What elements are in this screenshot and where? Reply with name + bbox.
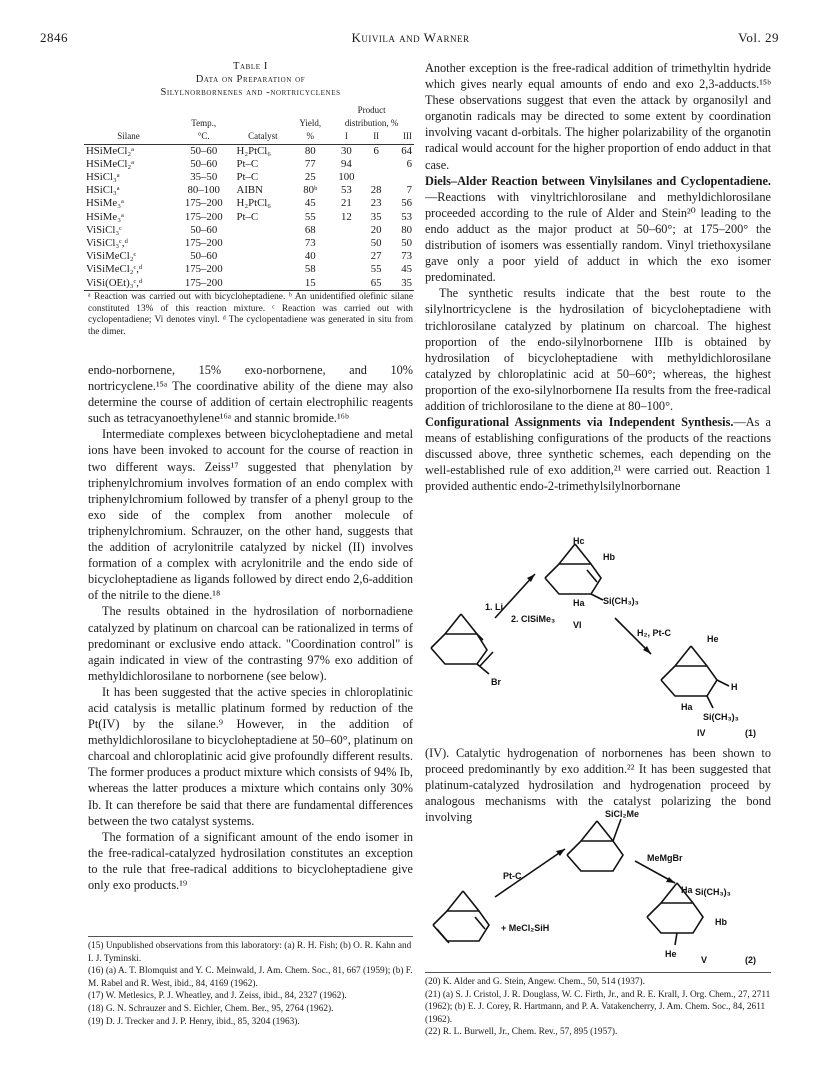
cell-silane: ViSiMeCl₂ᶜ [86, 250, 137, 263]
cell-cat: Pt–C [236, 210, 259, 223]
cell-iii: 45 [401, 263, 412, 276]
cell-i: 21 [341, 197, 352, 210]
paragraph: endo-norbornene, 15% exo-norbornene, and 10% nortricyclene.¹⁵ᵃ The coordinative ability of the diene may also determine the course of addition of certain electrophilic reagents such as tetracyanoethylene¹⁶ᵃ and stannic bromide.¹⁶ᵇ [88, 363, 413, 426]
paragraph: (IV). Catalytic hydrogenation of norbornenes has been shown to proceed predominantly by exo addition.²² It has been suggested that platinum-catalyzed hydrosilation and hydrogenation proceed by analogous mechanisms with the catalyst polarizing the bond involving [425, 746, 771, 825]
label-br: Br [491, 677, 502, 687]
norbornadiene-structure [433, 891, 489, 943]
cell-cat [235, 263, 292, 276]
cell-yield: 55 [304, 210, 316, 223]
cell-silane: HSiMeCl₂ᵃ [86, 144, 135, 157]
equation-number-1: (1) [745, 728, 756, 738]
cell-temp: 175–200 [184, 237, 223, 250]
left-column [88, 362, 413, 893]
paragraph: The synthetic results indicate that the best route to the silylnortricyclene is the hydrosilation of bicycloheptadiene with trichlorosilane catalyzed by platinum on charcoal. The highest proportion of the endo-silylnorbornene IIIb is obtained by hydrosilation of bicycloheptadiene with methyldichlorosilane catalyzed by chloroplatinic acid at 50–60°; whereas, the highest proportion of the exo-silylnorbornene IIa results from the free-radical addition of trichlorosilane to the diene at 80–100°. [425, 286, 771, 413]
silylnorbornane-structure [567, 819, 623, 871]
cell-ii: 20 [370, 223, 382, 236]
cell-temp: 50–60 [190, 144, 218, 157]
left-references [88, 940, 413, 1028]
reference: (22) R. L. Burwell, Jr., Chem. Rev., 57, 895 (1957). [425, 1027, 618, 1038]
reaction-scheme-2 [425, 805, 771, 970]
right-column-top [425, 60, 771, 495]
reagent-2: 2. ClSiMe₃ [511, 614, 556, 624]
cell-temp: 175–200 [184, 276, 223, 289]
label-he: He [707, 634, 719, 644]
label-ha: Ha [573, 598, 585, 608]
reference: (20) K. Alder and G. Stein, Angew. Chem., 50, 514 (1937). [425, 977, 645, 987]
cell-yield: 40 [304, 250, 316, 263]
label-sime3: Si(CH₃)₃ [603, 596, 639, 606]
reaction-scheme-1 [425, 530, 771, 780]
table-subtitle-1: Data on Preparation of [195, 74, 306, 85]
cell-silane: ViSiCl₃ᶜ [86, 223, 122, 236]
paragraph: —As a means of establishing configurations of the products of the reactions discussed above, three synthetic schemes, each depending on the well-established rule of exo addition,²¹ were carried out. Reaction 1 provided authentic endo-2-trimethylsilylnorbornane [425, 415, 771, 494]
section-heading: Diels–Alder Reaction between Vinylsilanes and Cyclopentadiene. [425, 173, 771, 188]
col-iii: III [403, 131, 412, 142]
label-ha-iv: Ha [681, 702, 693, 712]
table-subtitle-2: Silylnorbornenes and -nortricyclenes [160, 87, 341, 98]
reference: (15) Unpublished observations from this laboratory: (a) R. H. Fish; (b) O. R. Kahn and I. J. Tyminski. [88, 941, 412, 964]
cell-silane: HSiCl₃ᵃ [86, 171, 120, 184]
table-caption [88, 60, 413, 99]
table-title: Table I [232, 61, 268, 72]
cell-i: 100 [338, 171, 355, 184]
cell-cat: H₂PtCl₆ [236, 197, 272, 210]
cell-silane: HSiMe₃ᵃ [86, 197, 124, 210]
table-footnote: ᵃ Reaction was carried out with bicycloheptadiene. ᵇ An unidentified olefinic silane constituted 13% of this reaction mixture. ᶜ Reaction was carried out with cyclopentadiene; Vi denotes vinyl. ᵈ The cyclopentadiene was generated in situ from the dimer. [88, 292, 413, 337]
label-ha-v: Ha [681, 885, 693, 895]
cell-i: 94 [341, 157, 352, 170]
reagent-1: 1. Li [485, 602, 504, 612]
col-ii: II [373, 131, 380, 142]
volume-label: Vol. 29 [738, 30, 779, 45]
cell-ii: 50 [370, 237, 382, 250]
cell-i: 30 [341, 144, 352, 157]
table-row [84, 263, 414, 276]
cell-temp: 175–200 [184, 210, 223, 223]
cell-yield: 77 [304, 157, 316, 170]
head-yield: Yield, [299, 118, 322, 129]
table-row [84, 211, 414, 224]
label-h: H [731, 682, 738, 692]
label-v: V [701, 955, 708, 965]
cell-i: 12 [341, 210, 352, 223]
table-bottom-rule [84, 290, 414, 291]
cell-silane: HSiMeCl₂ᵃ [86, 157, 135, 170]
head-temp: Temp., [191, 118, 217, 129]
left-footnote-rule [88, 936, 413, 937]
table-row [84, 145, 414, 158]
cell-temp: 50–60 [190, 250, 218, 263]
cell-temp: 175–200 [184, 197, 223, 210]
paragraph: The results obtained in the hydrosilation of norbornadiene catalyzed by platinum on charcoal can be rationalized in terms of predominant or exclusive endo attack. "Coordination control" is again indicated in view of the contrasting 97% exo addition of methyldichlorosilane to norbornene (see below). [88, 604, 413, 683]
cell-temp: 80–100 [187, 184, 220, 197]
cell-yield: 25 [304, 171, 316, 184]
equation-number-2: (2) [745, 955, 756, 965]
cell-cat [235, 237, 292, 250]
cell-temp: 50–60 [190, 223, 218, 236]
cell-temp: 35–50 [190, 171, 218, 184]
cell-iii: 6 [406, 157, 412, 170]
cell-silane: ViSi(OEt)₃ᶜ,ᵈ [86, 276, 143, 289]
compound-iv-structure [661, 646, 729, 708]
table-row [84, 250, 414, 263]
cell-iii: 53 [401, 210, 412, 223]
plus-reagent: + MeCl₂SiH [501, 923, 550, 933]
cell-iii [389, 171, 414, 184]
cell-ii: 23 [370, 197, 382, 210]
cell-ii: 28 [370, 184, 382, 197]
cell-cat: Pt–C [236, 171, 259, 184]
cell-yield: 58 [304, 263, 316, 276]
cell-ii: 55 [370, 263, 382, 276]
cell-silane: ViSiCl₃ᶜ,ᵈ [86, 237, 128, 250]
cell-yield: 80ᵇ [303, 184, 318, 197]
table-row [84, 224, 414, 237]
label-sicl2me: SiCl₂Me [605, 809, 640, 819]
cell-yield: 73 [304, 237, 316, 250]
cell-iii: 56 [401, 197, 412, 210]
reference: (21) (a) S. J. Cristol, J. R. Douglass, W. C. Firth, Jr., and R. E. Krall, J. Org. Chem., 27, 2711 (1962); (b) E. J. Corey, R. Hartmann, and P. A. Vatakencherry, J. Am. Chem. Soc., 84, 2611 (1962). [425, 989, 771, 1025]
cell-i [329, 250, 363, 263]
reagent-hydrogenation: H₂, Pt-C [637, 628, 671, 638]
reference: (18) G. N. Schrauzer and S. Eichler, Chem. Ber., 95, 2764 (1962). [88, 1003, 334, 1014]
reagent-ptc: Pt-C [503, 871, 522, 881]
cell-ii [364, 158, 389, 171]
cell-i [329, 224, 363, 237]
paragraph: It has been suggested that the active species in chloroplatinic acid catalysis is metallic platinum formed by reduction of the Pt(IV) by the silane.⁹ However, in the addition of methyldichlorosilane to bicycloheptadiene at 50–60°, platinum on charcoal and chloroplatinic acid give profoundly different results. The former produces a product mixture which consists of 94% Ib, whereas the latter produces a mixture which contains only 30% Ib. It can therefore be said that there are fundamental differences between the two catalyst systems. [88, 684, 413, 828]
cell-iii: 64 [401, 144, 412, 157]
reagent-mgbr: MeMgBr [647, 853, 683, 863]
cell-silane: HSiMe₃ᵃ [86, 210, 124, 223]
col-i: I [344, 131, 348, 142]
label-hb: Hb [603, 552, 615, 562]
col-catalyst: Catalyst [248, 131, 278, 142]
reference: (17) W. Metlesics, P. J. Wheatley, and J. Zeiss, ibid., 84, 2327 (1962). [88, 991, 347, 1002]
label-vi: VI [573, 620, 582, 630]
cell-ii [364, 171, 389, 184]
col-yield: % [306, 131, 315, 142]
compound-vi-structure [545, 544, 603, 600]
cell-cat [235, 277, 292, 290]
cell-ii: 27 [370, 250, 382, 263]
label-sime3-v: Si(CH₃)₃ [695, 887, 731, 897]
running-header: Kuivila and Warner [351, 30, 470, 45]
cell-iii: 73 [401, 250, 412, 263]
cell-silane: ViSiMeCl₂ᶜ,ᵈ [86, 263, 143, 276]
cell-i: 53 [341, 184, 352, 197]
cell-iii: 80 [401, 223, 412, 236]
cell-temp: 175–200 [184, 263, 223, 276]
table-row [84, 171, 414, 184]
table-row [84, 184, 414, 197]
paragraph: The formation of a significant amount of the endo isomer in the free-radical-catalyzed hydrosilation constitutes an exception to the rule that free-radical additions to bicycloheptadiene give only exo products.¹⁹ [88, 829, 413, 892]
cell-yield: 80 [304, 144, 316, 157]
table-row [84, 237, 414, 250]
table-row [84, 158, 414, 171]
cell-i [329, 277, 363, 290]
paragraph: Intermediate complexes between bicycloheptadiene and metal ions have been invoked to account for the course of reaction in two different ways. Zeiss¹⁷ suggested that phenylation by triphenylchromium involves formation of an endo complex with triphenylchromium followed by transfer of a phenyl group to the exo side of the complex from another molecule of triphenylchromium. Schrauzer, on the other hand, suggests that the addition of acrylonitrile catalyzed by nickel (II) involves formation of a complex with acrylonitrile and the endo side of bicycloheptadiene as ligands followed by direct endo 2,6-addition of the nitrile to the diene.¹⁸ [88, 427, 413, 603]
right-references [425, 976, 771, 1039]
cell-i [329, 263, 363, 276]
cell-iii: 35 [401, 276, 412, 289]
label-sime3-iv: Si(CH₃)₃ [703, 712, 739, 722]
bromonorbornene-structure [431, 614, 493, 674]
cell-temp: 50–60 [190, 157, 218, 170]
cell-i [329, 237, 363, 250]
label-iv: IV [697, 728, 706, 738]
cell-iii: 50 [401, 237, 412, 250]
col-silane: Silane [117, 131, 140, 142]
table-row [84, 277, 414, 290]
cell-ii: 35 [370, 210, 382, 223]
reference: (16) (a) A. T. Blomquist and Y. C. Meinwald, J. Am. Chem. Soc., 81, 667 (1959); (b) F. M. Rabel and R. West, ibid., 84, 4169 (1962). [88, 966, 413, 989]
cell-yield: 68 [304, 223, 316, 236]
cell-iii: 7 [406, 184, 412, 197]
cell-yield: 15 [304, 276, 316, 289]
cell-ii: 6 [373, 144, 379, 157]
head-product: Product [357, 105, 386, 115]
paragraph: Another exception is the free-radical addition of trimethyltin hydride which gives nearly equal amounts of endo and exo 2,3-adducts.¹⁵ᵇ These observations suggest that even the attack by organosilyl and organotin radicals may be directed to some extent by coordination involving vacant d-orbitals. The higher polarizability of the organotin radical would account for the higher proportion of endo adduct in that case. [425, 61, 771, 172]
cell-cat: H₂PtCl₆ [236, 144, 272, 157]
label-hc: Hc [573, 536, 585, 546]
cell-silane: HSiCl₃ᵃ [86, 184, 120, 197]
table-row [84, 197, 414, 210]
paragraph: —Reactions with vinyltrichlorosilane and methyldichlorosilane proceeded according to the rule of Alder and Stein²⁰ leading to the endo adduct as the major product at 50–60°; at 175–200° the distribution of isomers was essentially random. Vinyl triethoxysilane gave only a poor yield of adduct in which the exo isomer predominated. [425, 189, 771, 285]
cell-cat [235, 224, 292, 237]
cell-yield: 45 [304, 197, 316, 210]
label-he-v: He [665, 949, 677, 959]
page-number: 2846 [40, 30, 68, 45]
cell-cat: AIBN [236, 184, 263, 197]
head-distribution: distribution, % [344, 118, 399, 129]
label-hb-v: Hb [715, 917, 727, 927]
right-footnote-rule [425, 972, 771, 973]
col-temp: °C. [197, 131, 210, 142]
cell-cat [235, 250, 292, 263]
data-table [84, 104, 414, 291]
cell-ii: 65 [370, 276, 382, 289]
reference: (19) D. J. Trecker and J. P. Henry, ibid., 85, 3204 (1963). [88, 1016, 300, 1027]
section-heading: Configurational Assignments via Independent Synthesis. [425, 415, 734, 430]
cell-cat: Pt–C [236, 157, 259, 170]
